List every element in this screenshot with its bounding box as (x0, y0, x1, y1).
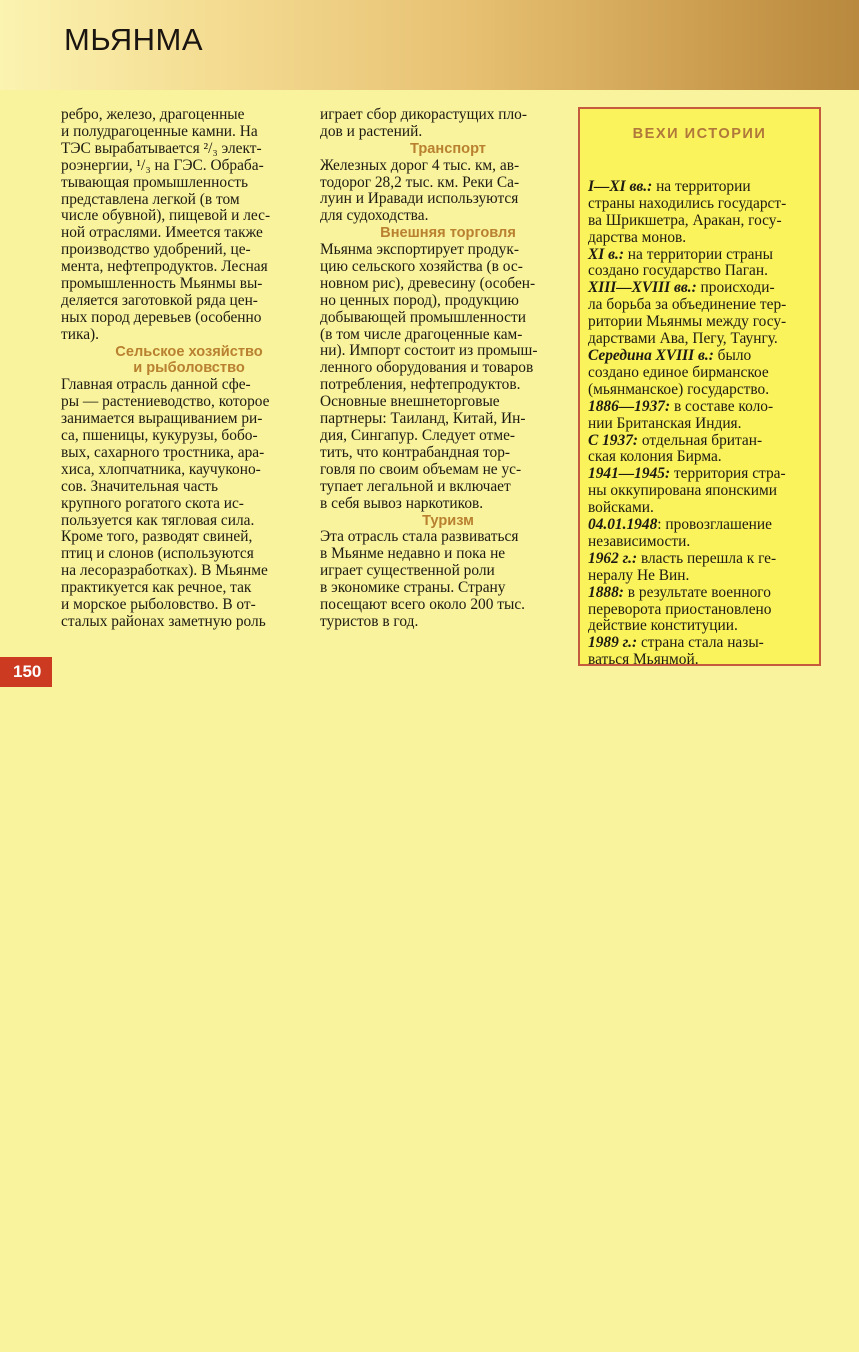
event-date: XIII—XVIII вв.: (588, 279, 697, 297)
heading-agriculture: Сельское хозяйство и рыболовство (115, 343, 263, 377)
event-text: в результате военного переворота приостановлено действие конституции. (588, 583, 772, 635)
event-date: 1989 г.: (588, 634, 638, 652)
paragraph-agriculture: Главная отрасль данной сфе- ры — растениеводство, которое занимается выращиванием ри- са, пшеницы, кукурузы, бобо- вых, сахарного тростника, ара- хиса, хлопчатника, каучуконо- сов. Значительная часть крупного рогатого скота ис- пользуется как тягловая сила. Кроме того, разводят свиней, птиц и слонов (используются на лесоразработках). В Мьянме практикуется как речное, так и морское рыболовство. В от- сталых районах заметную роль (61, 376, 270, 630)
event-date: 04.01.1948 (588, 516, 658, 534)
event-date: I—XI вв.: (588, 177, 653, 195)
event-text: было создано единое бирманское (мьянманское) государство. (588, 346, 770, 398)
event-text: происходи- ла борьба за объединение тер- ритории Мьянмы между госу- дарствами Ава, Пегу, Таунгу. (588, 279, 787, 348)
page-title: МЬЯНМА (64, 22, 204, 57)
paragraph-transport: Железных дорог 4 тыс. км, ав- тодорог 28,2 тыс. км. Реки Са- луин и Иравади используются для судоходства. (320, 156, 520, 225)
page-header-band (0, 0, 859, 90)
heading-tourism: Туризм (422, 512, 474, 529)
paragraph-tourism: Эта отрасль стала развиваться в Мьянме недавно и пока не играет существенной роли в экономике страны. Страну посещают всего около 200 тыс. туристов в год. (320, 528, 525, 630)
event-text: : провозглашение независимости. (588, 516, 772, 550)
event-date: XI в.: (588, 245, 624, 263)
event-date: Середина XVIII в.: (588, 346, 714, 364)
paragraph-industry: ребро, железо, драгоценные и полудрагоценные камни. На ТЭС вырабатывается ²/₃ элект- роэнергии, ¹/₃ на ГЭС. Обраба- тывающая промышленность представлена легкой (в том числе обувной), пищевой и лес- ной отраслями. Имеется также производство удобрений, це- мента, нефтепродуктов. Лесная промышленность Мьянмы вы- деляется заготовкой ряда цен- ных пород деревьев (особенно тика). (61, 106, 271, 343)
event-text: территория стра- ны оккупирована японскими войсками. (588, 465, 786, 517)
paragraph-foreign-trade: Мьянма экспортирует продук- цию сельского хозяйства (в ос- новном рис), древесину (особен- но ценных пород), продукцию добывающей промышленности (в том числе драгоценные кам- ни). Импорт состоит из промыш- ленного оборудования и товаров потребления, нефтепродуктов. Основные внешнеторговые партнеры: Таиланд, Китай, Ин- дия, Сингапур. Следует отме- тить, что контрабандная тор- говля по своим объемам не ус- тупает легальной и включает в себя вывоз наркотиков. (320, 241, 538, 512)
paragraph-gathering: играет сбор дикорастущих пло- дов и растений. (320, 106, 527, 140)
page-number: 150 (0, 657, 52, 687)
history-events (588, 162, 816, 669)
event-text: в составе коло- нии Британская Индия. (588, 397, 774, 432)
event-date: С 1937: (588, 431, 639, 449)
event-text: страна стала назы- ваться Мьянмой. (588, 634, 764, 669)
event-date: 1886—1937: (588, 397, 671, 415)
event-text: власть перешла к ге- нералу Не Вин. (588, 549, 777, 584)
event-text: на территории страны создано государство Паган. (588, 245, 773, 280)
event-date: 1888: (588, 583, 624, 601)
history-title: ВЕХИ ИСТОРИИ (632, 126, 767, 142)
history-milestones-box (578, 107, 821, 669)
event-date: 1962 г.: (588, 549, 638, 567)
text-column-middle (320, 107, 558, 631)
text-column-left (61, 107, 313, 631)
event-text: отдельная британ- ская колония Бирма. (588, 431, 763, 466)
event-text: на территории страны находились государст- ва Шрикшетра, Аракан, госу- дарства монов. (588, 177, 787, 246)
event-date: 1941—1945: (588, 465, 671, 483)
heading-transport: Транспорт (410, 140, 486, 157)
heading-foreign-trade: Внешняя торговля (380, 225, 516, 242)
